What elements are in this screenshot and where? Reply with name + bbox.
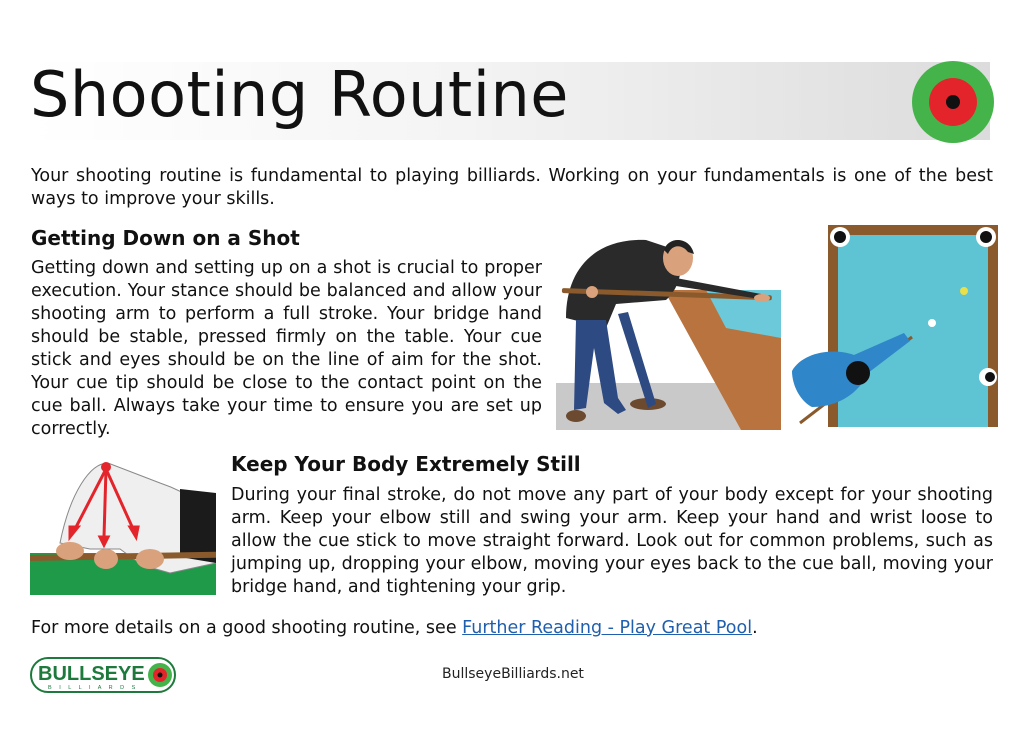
intro-paragraph: Your shooting routine is fundamental to playing billiards. Working on your fundamentals is one of the best ways to improve your skills.	[31, 166, 993, 209]
paragraph-getting-down: Getting down and setting up on a shot is crucial to proper execution. Your stance should be balanced and allow your shooting arm to perform a full stroke. Your bridge hand should be stable, pressed firmly on the table. Your cue stick and eyes should be on the line of aim for the shot. Your cue tip should be close to the contact point on the cue ball. Always take your time to ensure you are set up correctly.	[31, 258, 542, 439]
further-reading-suffix: .	[752, 618, 758, 638]
further-reading-prefix: For more details on a good shooting routine, see	[31, 618, 463, 638]
heading-keep-still: Keep Your Body Extremely Still	[231, 452, 581, 476]
site-url: BullseyeBilliards.net	[442, 666, 584, 682]
paragraph-keep-still: During your final stroke, do not move any part of your body except for your shooting arm. Keep your elbow still and swing your arm. Keep your hand and wrist loose to allow the cue stick to move straight forward. Look out for common problems, such as jumping up, dropping your elbow, moving your eyes back to the cue ball, moving your bridge hand, and tightening your grip.	[231, 485, 993, 597]
table-overhead-illustration	[792, 225, 1000, 427]
arm-still-illustration	[30, 453, 216, 595]
further-reading-link[interactable]: Further Reading - Play Great Pool	[462, 618, 753, 638]
bullseye-target-icon	[912, 61, 994, 143]
heading-getting-down: Getting Down on a Shot	[31, 226, 300, 250]
svg-text:BULLSEYE: BULLSEYE	[38, 663, 145, 685]
bullseye-billiards-logo	[30, 656, 180, 694]
further-reading-line	[31, 618, 758, 638]
page-title: Shooting Routine	[30, 58, 569, 131]
player-stance-illustration	[556, 228, 781, 430]
svg-text:B I L L I A R D S: B I L L I A R D S	[48, 685, 139, 691]
